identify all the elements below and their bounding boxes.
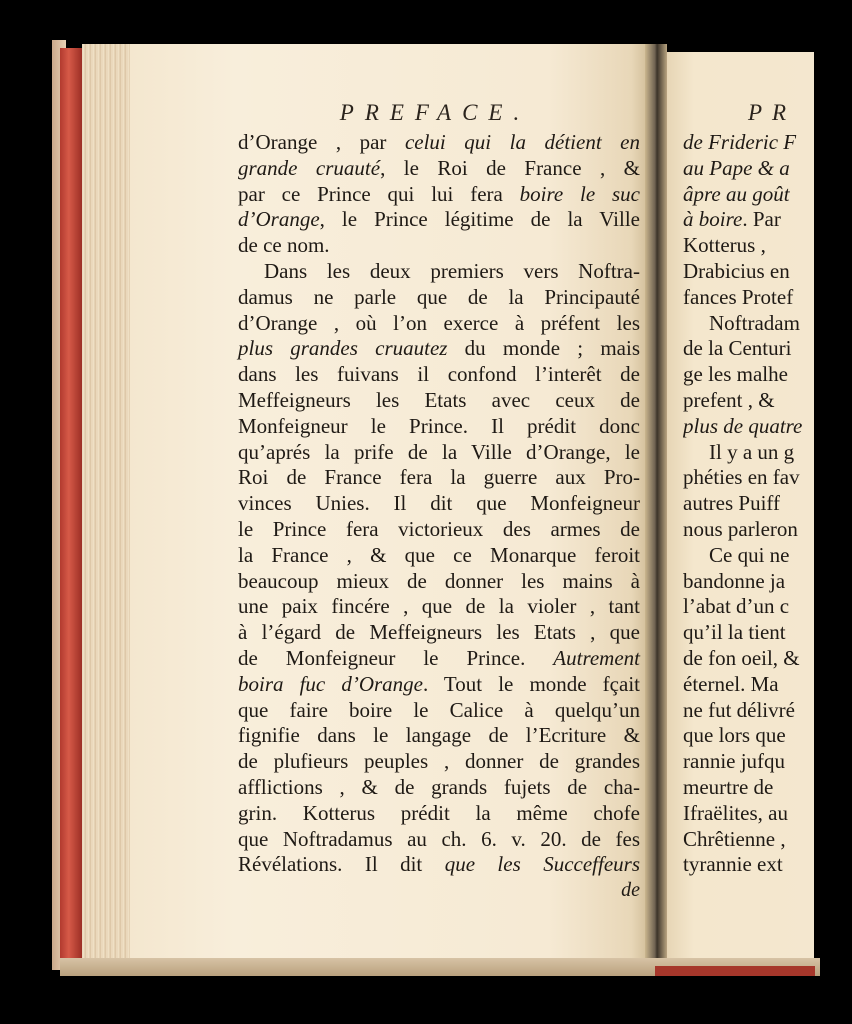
italic-run: plus grandes cruautez [238,336,448,361]
text-run: Monfeigneur le Prince. Il prédit donc [238,413,640,438]
text-line [683,440,815,466]
text-run: , le Roi de France , & [380,155,640,180]
text-line [238,801,640,827]
text-line [683,491,815,517]
text-line [238,543,640,569]
text-run: ge les malhe [683,362,788,387]
left-running-head: PREFACE. [339,100,531,125]
text-line [238,827,640,853]
text-run: prefent , & [683,387,775,412]
text-line [683,465,815,491]
text-run: par ce Prince qui lui fera [238,181,520,206]
text-line [683,723,815,749]
text-run: une paix fincére , que de la violer , tant [238,594,640,619]
text-line [683,336,815,362]
text-run: ne fut délivré [683,697,795,722]
italic-run: de Frideric F [683,130,797,154]
text-line [238,775,640,801]
text-line [238,311,640,337]
text-run: damus ne parle que de la Principauté [238,284,640,309]
text-line [238,698,640,724]
text-line [238,285,640,311]
italic-run: au Pape & a [683,155,790,180]
text-run: que lors que [683,723,786,748]
text-line [683,594,815,620]
italic-run: que les Succeffeurs [444,852,640,877]
red-page-edge [60,48,82,963]
italic-run: celui qui la détient en [404,130,641,154]
text-line [683,698,815,724]
text-line [683,182,815,208]
text-line [238,723,640,749]
text-run: éternel. Ma [683,671,779,696]
text-run: fignifie dans le langage de l’Ecriture & [238,723,640,748]
text-line [683,569,815,595]
text-run: à l’égard de Meffeigneurs les Etats , que [238,620,640,645]
text-line [238,491,640,517]
italic-run: boira fuc d’Orange [238,671,423,696]
text-run: d’Orange , où l’on exerce à préfent les [238,310,640,335]
text-run: Kotterus , [683,233,766,258]
italic-run: âpre au goût [683,181,790,206]
text-line [238,646,640,672]
text-line [238,517,640,543]
text-run: , le Prince légitime de la Ville [319,207,640,232]
text-run: dans les fuivans il confond l’interêt de [238,362,640,387]
text-line [683,311,815,337]
text-run: . Tout le monde fçait [422,671,640,696]
text-line [238,233,640,259]
text-run: Il y a un g [709,439,795,464]
text-line [683,646,815,672]
text-line [238,465,640,491]
text-run: Ifraëlites, au [683,800,788,825]
text-run: Noftradam [709,310,800,335]
text-run: rannie jufqu [683,749,786,774]
text-run: du monde ; mais [447,336,641,361]
italic-run: grande cruauté [238,155,381,180]
text-run: afflictions , & de grands fujets de cha- [238,774,640,799]
text-line [238,594,640,620]
text-run: Ce qui ne [709,542,790,567]
text-line [683,233,815,259]
text-run: autres Puiff [683,491,781,516]
text-run: nous parleron [683,516,798,541]
text-run: l’abat d’un c [683,594,790,619]
text-line [683,672,815,698]
text-line [238,440,640,466]
text-run: Meffeigneurs les Etats avec ceux de [238,387,640,412]
text-line [238,156,640,182]
text-run: qu’aprés la prife de la Ville d’Orange, le [238,439,640,464]
text-line [683,259,815,285]
text-run: Chrêtienne , [683,826,786,851]
italic-run: boire le suc [519,181,640,206]
text-line [238,130,640,156]
text-run: vinces Unies. Il dit que Monfeigneur [238,491,640,516]
text-line [683,207,815,233]
text-line [683,620,815,646]
page-stack-edge [82,44,132,959]
text-line [238,362,640,388]
book-gutter [645,44,667,966]
text-line [238,259,640,285]
text-run: meurtre de [683,774,774,799]
text-line [683,130,815,156]
text-run: le Prince fera victorieux des armes de [238,516,640,541]
text-run: bandonne ja [683,568,786,593]
text-line [683,388,815,414]
italic-run: à boire [683,207,743,232]
left-page-text [238,130,640,904]
text-line [683,362,815,388]
text-run: Révélations. Il dit [238,852,445,877]
right-running-head: PR [748,100,797,125]
text-run: grin. Kotterus prédit la même chofe [238,800,640,825]
text-run: Roi de France fera la guerre aux Pro- [238,465,640,490]
text-line [683,285,815,311]
text-run: . Par [742,207,781,232]
text-line [238,182,640,208]
text-line [683,543,815,569]
text-line [683,414,815,440]
text-line [683,749,815,775]
text-run: de ce nom. [238,233,330,258]
italic-run: plus de quatre [683,413,803,438]
text-line [238,414,640,440]
text-line [683,801,815,827]
text-run: beaucoup mieux de donner les mains à [238,568,640,593]
text-run: que faire boire le Calice à quelqu’un [238,697,640,722]
text-line [238,852,640,878]
text-run: de fon oeil, & [683,645,800,670]
text-line [683,827,815,853]
right-page-text [683,130,815,878]
text-run: Dans les deux premiers vers Noftra- [264,258,640,283]
text-line [683,775,815,801]
text-line [683,156,815,182]
text-run: fances Protef [683,284,794,309]
text-line [238,620,640,646]
text-line [238,749,640,775]
text-run: de Monfeigneur le Prince. [238,645,554,670]
text-line [238,336,640,362]
text-run: phéties en fav [683,465,800,490]
text-run: qu’il la tient [683,620,786,645]
bottom-red-edge [655,966,815,976]
text-run: de plufieurs peuples , donner de grandes [238,749,640,774]
text-run: Drabicius en [683,258,790,283]
text-line [238,207,640,233]
text-line [238,569,640,595]
text-run: que Noftradamus au ch. 6. v. 20. de fes [238,826,640,851]
text-run: tyrannie ext [683,852,783,877]
text-run: de la Centuri [683,336,792,361]
italic-run: d’Orange [238,207,320,232]
text-line [683,852,815,878]
italic-run: Autrement [553,645,640,670]
text-line [238,672,640,698]
text-line [683,517,815,543]
text-run: la France , & que ce Monarque feroit [238,542,640,567]
text-line [238,388,640,414]
catchword: de [621,879,640,902]
text-run: d’Orange , par [238,130,405,154]
